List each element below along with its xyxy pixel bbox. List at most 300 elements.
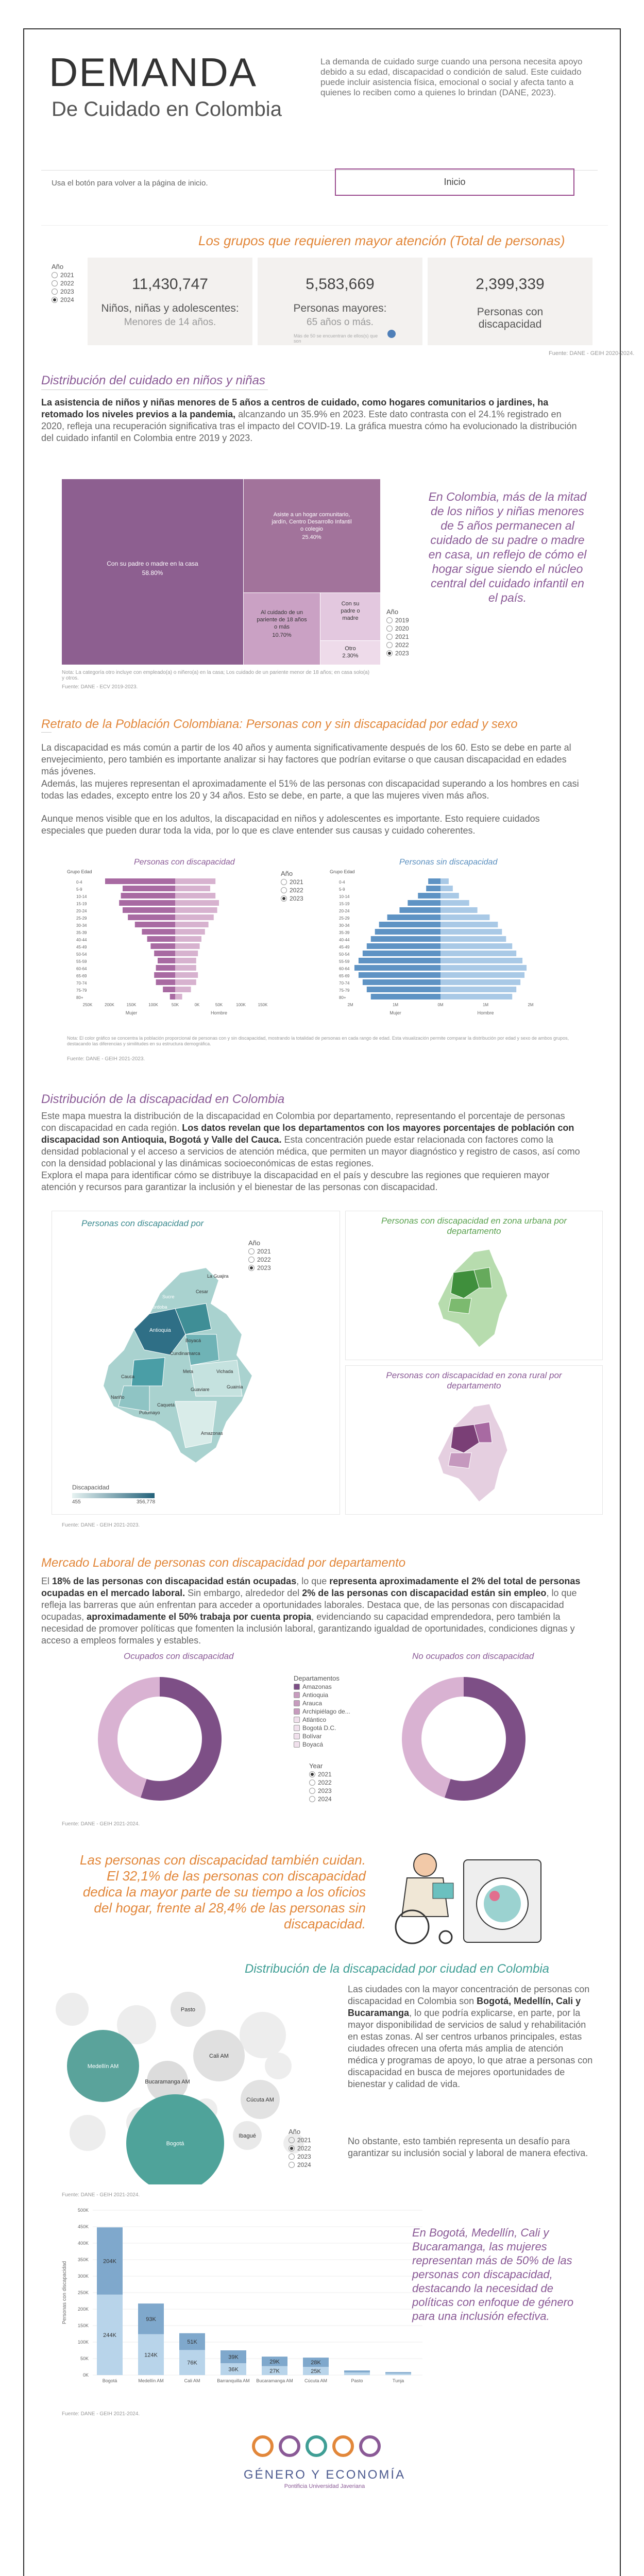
filter-label: Departamentos — [294, 1674, 340, 1682]
year-option-2021[interactable]: 2021 — [52, 272, 74, 279]
year-option[interactable]: 2023 — [289, 2153, 311, 2160]
source-note: Fuente: DANE - GEIH 2020-2024. — [549, 350, 635, 357]
pyramid-bar-mujer — [123, 907, 175, 913]
pyramid-bar-mujer — [426, 886, 440, 891]
dept-label: Antioquia — [149, 1328, 171, 1333]
pyramid-bar-hombre — [175, 893, 215, 899]
pyramid-bar-mujer — [359, 958, 440, 963]
pyramid-bar-hombre — [175, 958, 196, 963]
pyramid-bar-hombre — [440, 979, 520, 985]
pyramid-bar-mujer — [150, 943, 175, 949]
dept-filter — [294, 1674, 350, 1749]
year-label: Año — [248, 1239, 261, 1247]
x-tick: 1M — [482, 1003, 489, 1007]
city-bubble-label: Bucaramanga AM — [145, 2079, 190, 2085]
x-tick: 0K — [194, 1003, 200, 1007]
pyramid-bar-mujer — [158, 958, 175, 963]
x-tick: 200K — [105, 1003, 114, 1007]
x-tick: 100K — [236, 1003, 246, 1007]
groups-title: Los grupos que requieren mayor atención (Total de personas) — [198, 233, 565, 248]
intro-text: La demanda de cuidado surge cuando una persona necesita apoyo debido a su edad, discapacidad o condición de salud. Este cuidado puede incluir asistencia física, emocional o social y afecta tanto a quienes lo reciben como a quienes lo brindan (DANE, 2023). — [320, 57, 583, 97]
donut-slice — [402, 1677, 464, 1798]
year-option[interactable]: 2023 — [309, 1787, 332, 1794]
age-tick: 10-14 — [339, 894, 350, 899]
age-tick: 5-9 — [339, 887, 345, 892]
childcare-title: Distribución del cuidado en niños y niñas — [41, 374, 265, 387]
pyramid-bar-mujer — [367, 943, 440, 949]
pyramid-bar-hombre — [440, 886, 453, 891]
age-tick: 40-44 — [339, 938, 350, 942]
year-option[interactable]: 2021 — [248, 1248, 271, 1255]
groups-year-filter — [52, 263, 74, 304]
age-tick: 35-39 — [339, 930, 350, 935]
page-subtitle: De Cuidado en Colombia — [52, 98, 282, 121]
donut-employed — [88, 1667, 232, 1811]
pyramid-bar-mujer — [105, 878, 175, 884]
age-tick: 55-59 — [339, 959, 350, 964]
city-bubble — [56, 1993, 89, 2026]
y-tick: 400K — [77, 2241, 89, 2246]
legend-max: 356,778 — [137, 1499, 156, 1505]
pyramid-bar-hombre — [440, 878, 449, 884]
city-bubble-label: Cali AM — [209, 2053, 229, 2059]
pyramid-bar-hombre — [175, 987, 191, 992]
age-tick: 30-34 — [339, 923, 350, 928]
age-tick: 25-29 — [339, 916, 350, 921]
pyramid-bar-hombre — [175, 886, 210, 891]
pyramid-bar-hombre — [440, 994, 512, 999]
x-tick: 250K — [82, 1003, 93, 1007]
bar-label: 124K — [144, 2352, 158, 2359]
kpi-children — [88, 258, 252, 345]
pyramid-bar-hombre — [175, 943, 200, 949]
year-option[interactable]: 2022 — [281, 887, 303, 894]
pyramid-bar-mujer — [363, 951, 440, 956]
age-tick: 25-29 — [76, 916, 87, 921]
pyramid-bar-hombre — [175, 951, 198, 956]
treemap-label: Con su — [341, 601, 360, 607]
treemap-value: 10.70% — [272, 632, 292, 638]
city-bubble-label: Cúcuta AM — [246, 2097, 274, 2103]
pyramid-bar-hombre — [175, 972, 198, 978]
y-tick: 500K — [77, 2208, 89, 2213]
city-bubble-label: Bogotá — [166, 2141, 184, 2147]
kpi-label: Personas con discapacidad — [477, 306, 544, 330]
kpi-sub: 65 años o más. — [307, 317, 374, 328]
pyramid-note: Nota: El color gráfico se concentra la población proporcional de personas con y sin discapacidad, mostrando la totalidad de personas en cada rango de edad. Esta visualización permite comparar la distribución por edad y sexo de ambos grupos, destacando las diferencias y similitudes en su estructura demográfica. — [67, 1036, 569, 1046]
pyramid-title: Retrato de la Población Colombiana: Personas con y sin discapacidad por edad y sexo — [41, 717, 518, 731]
age-tick: 60-64 — [339, 967, 350, 971]
y-axis-label: Personas con discapacidad — [62, 2261, 67, 2325]
pyramid-bar-mujer — [135, 922, 175, 927]
pyramid-bar-hombre — [440, 943, 512, 949]
pyramid-bar-hombre — [440, 965, 527, 971]
pyramid-bar-hombre — [440, 936, 506, 942]
pyramid-bar-hombre — [175, 965, 196, 971]
age-tick: 80+ — [76, 995, 83, 1000]
pyramid-bar-mujer — [142, 929, 175, 935]
year-option[interactable]: 2021 — [309, 1771, 332, 1778]
city-text-2: No obstante, esto también representa un desafío para garantizar su inclusión social y laboral de manera efectiva. — [348, 2136, 588, 2158]
x-tick: Tunja — [392, 2378, 404, 2383]
pyramid-bar-hombre — [175, 907, 217, 913]
pyramid-bar-mujer — [156, 979, 175, 985]
bar-segment — [385, 2374, 411, 2375]
urban-map[interactable] — [422, 1247, 526, 1355]
bar-label: 51K — [187, 2339, 197, 2346]
pyramid-nodisability-chart — [330, 868, 551, 1028]
labor-quote: Las personas con discapacidad también cuidan. El 32,1% de las personas con discapacidad dedica la mayor parte de su tiempo a los oficios del hogar, frente al 28,4% de las personas sin discapacidad. — [79, 1852, 366, 1931]
dept-option[interactable]: Atlántico — [294, 1716, 350, 1723]
kpi-disability — [428, 258, 592, 345]
dept-label: Caquetá — [157, 1402, 175, 1408]
treemap-label: padre o — [341, 608, 360, 614]
pyramid-bar-hombre — [175, 979, 196, 985]
dept-label: Vichada — [216, 1369, 233, 1374]
pyramid-p1: La discapacidad es más común a partir de los 40 años y aumenta significativamente después de los 60. Esto se debe en parte al envejecimiento, pero también es importante analizar si hay factores que podrían evitarse o que causan discapacidad en edades más jóvenes. — [41, 742, 571, 776]
year-option[interactable]: 2022 — [309, 1779, 332, 1786]
age-tick: 50-54 — [76, 952, 87, 957]
sex-label-hombre: Hombre — [477, 1010, 494, 1015]
city-year-filter — [289, 2128, 311, 2170]
year-option[interactable]: 2024 — [289, 2161, 311, 2168]
age-tick: 15-19 — [339, 902, 350, 906]
y-tick: 50K — [80, 2356, 89, 2361]
bar-label: 36K — [228, 2366, 239, 2373]
right-pyramid-title: Personas sin discapacidad — [399, 858, 498, 867]
source-note: Fuente: DANE - GEIH 2021-2024. — [62, 2411, 140, 2417]
pyramid-bar-mujer — [128, 914, 175, 920]
age-tick: 0-4 — [76, 880, 82, 885]
pyramid-bar-hombre — [440, 914, 489, 920]
age-axis-label: Grupo Edad — [67, 869, 92, 874]
pyramid-bar-mujer — [119, 900, 175, 906]
childcare-year-filter — [386, 608, 409, 658]
caregiver-illustration — [376, 1839, 556, 1947]
age-tick: 75-79 — [76, 988, 87, 993]
map-title: Personas con discapacidad por — [81, 1218, 204, 1228]
bar-label: 25K — [311, 2368, 321, 2375]
age-tick: 30-34 — [76, 923, 87, 928]
x-tick: 50K — [215, 1003, 223, 1007]
year-option[interactable]: 2023 — [386, 650, 409, 657]
x-tick: 50K — [171, 1003, 179, 1007]
age-tick: 80+ — [339, 995, 346, 1000]
year-label: Año — [289, 2128, 301, 2136]
pyramid-bar-hombre — [175, 994, 182, 999]
age-tick: 45-49 — [339, 945, 350, 950]
donut-slice — [98, 1677, 160, 1798]
dept-label: La Guajira — [207, 1274, 229, 1279]
city-callout: En Bogotá, Medellín, Cali y Bucaramanga, las mujeres representan más de 50% de las personas con discapacidad, destacando la necesidad de políticas con enfoque de género para una inclusión efectiva. — [412, 2226, 574, 2323]
x-tick: 150K — [126, 1003, 137, 1007]
pyramid-bar-hombre — [440, 893, 459, 899]
age-tick: 60-64 — [76, 967, 87, 971]
year-option-2022[interactable]: 2022 — [52, 280, 74, 287]
age-tick: 40-44 — [76, 938, 87, 942]
year-option[interactable]: 2022 — [386, 641, 409, 649]
pyramid-bar-hombre — [440, 929, 502, 935]
kpi-sub: Menores de 14 años. — [124, 317, 216, 328]
treemap-label: madre — [342, 615, 359, 621]
x-tick: 150K — [258, 1003, 268, 1007]
age-tick: 70-74 — [76, 981, 87, 986]
pyramid-bar-mujer — [354, 965, 440, 971]
x-tick: Medellín AM — [138, 2378, 164, 2383]
y-tick: 100K — [77, 2340, 89, 2345]
kpi-value: 2,399,339 — [476, 276, 545, 293]
dept-label: Nariño — [111, 1395, 125, 1400]
geo-p1: Este mapa muestra la distribución de la discapacidad en Colombia por departamento, representando el porcentaje de personas con discapacidad en cada región. Los datos revelan que los departamentos con los mayores porcentajes de población con discapacidad son Antioquia, Bogotá y Valle del Cauca. Esta concentración puede estar relacionada con factores como la densidad poblacional y el acceso a servicios de atención médica, que permiten un mayor diagnóstico y registro de casos, así como con la densidad poblacional y las dinámicas socioeconómicas de estas regiones. — [41, 1111, 580, 1168]
bar-segment — [344, 2370, 370, 2372]
pyramid-bar-mujer — [154, 972, 175, 978]
year-label: Year — [309, 1762, 323, 1770]
age-tick: 15-19 — [76, 902, 87, 906]
age-tick: 0-4 — [339, 880, 345, 885]
y-tick: 0K — [82, 2372, 89, 2378]
age-tick: 75-79 — [339, 988, 350, 993]
city-bubble — [70, 2115, 106, 2151]
age-tick: 45-49 — [76, 945, 87, 950]
logo — [242, 2432, 407, 2468]
pyramid-bar-hombre — [440, 922, 498, 927]
dept-option[interactable]: Archipiélago de... — [294, 1708, 350, 1715]
pyramid-bar-hombre — [175, 936, 201, 942]
source-note: Fuente: DANE - GEIH 2021-2024. — [62, 2192, 140, 2198]
x-tick: Barranquilla AM — [217, 2378, 250, 2383]
dept-label: Guainía — [227, 1384, 243, 1389]
legend-title: Discapacidad — [72, 1484, 110, 1491]
dept-option[interactable]: Boyacá — [294, 1741, 350, 1748]
sex-label-hombre: Hombre — [210, 1010, 228, 1015]
year-option[interactable]: 2019 — [386, 617, 409, 624]
age-tick: 35-39 — [76, 930, 87, 935]
nav-hint: Usa el botón para volver a la página de inicio. — [52, 179, 208, 188]
source-note: Fuente: DANE - GEIH 2021-2023. — [67, 1056, 145, 1062]
pyramid-bar-hombre — [175, 922, 209, 927]
x-tick: Bogotá — [102, 2378, 117, 2383]
bar-label: 29K — [269, 2359, 280, 2365]
year-option[interactable]: 2021 — [289, 2137, 311, 2144]
logo-subtext: Pontificia Universidad Javeriana — [284, 2483, 365, 2489]
year-label: Año — [386, 608, 399, 616]
bar-label: 76K — [187, 2360, 197, 2366]
age-tick: 50-54 — [339, 952, 350, 957]
city-bubble-chart[interactable] — [52, 1978, 309, 2184]
age-tick: 5-9 — [76, 887, 82, 892]
legend-min: 455 — [72, 1499, 81, 1505]
treemap-label: jardín, Centro Desarrollo Infantil — [272, 519, 352, 525]
treemap-label: Con su padre o madre en la casa — [107, 560, 198, 567]
geo-title: Distribución de la discapacidad en Colombia — [41, 1092, 285, 1106]
bar-label: 27K — [269, 2368, 280, 2375]
treemap-value: 25.40% — [302, 534, 321, 540]
year-option[interactable]: 2024 — [309, 1795, 332, 1803]
year-option[interactable]: 2022 — [248, 1256, 271, 1263]
treemap-label: o más — [274, 624, 290, 630]
pyramid-bar-mujer — [418, 893, 440, 899]
treemap-value: 2.30% — [342, 653, 359, 659]
kpi-label: Personas mayores: — [293, 302, 387, 314]
pyramid-bar-mujer — [371, 936, 440, 942]
pyramid-bar-mujer — [163, 987, 175, 992]
treemap-label: pariente de 18 años — [257, 617, 307, 623]
dept-option[interactable]: Arauca — [294, 1700, 350, 1707]
city-text: Las ciudades con la mayor concentración de personas con discapacidad en Colombia son Bogotá, Medellín, Cali y Bucaramanga, lo que podría explicarse, en parte, por la mayor disponibilidad de servicios de salud y rehabilitación en estas zonas. Al ser centros urbanos principales, estas ciudades ofrecen una oferta más amplia de atención médica y programas de apoyo, lo que atrae a personas con discapacidad en busca de mejores oportunidades de bienestar y calidad de vida. — [348, 1984, 593, 2089]
dept-label: Sucre — [162, 1294, 175, 1299]
logo-text: GÉNERO Y ECONOMÍA — [243, 2468, 406, 2482]
city-bubble — [265, 2053, 292, 2079]
age-axis-label: Grupo Edad — [330, 869, 355, 874]
year-label: Año — [281, 870, 293, 877]
city-bubble — [240, 2012, 286, 2058]
kpi-label: Niños, niñas y adolescentes: — [101, 302, 239, 314]
x-tick: 0M — [437, 1003, 444, 1007]
treemap-label: Asiste a un hogar comunitario, — [273, 512, 350, 518]
source-note: Fuente: DANE - GEIH 2021-2024. — [62, 1821, 140, 1827]
donut-unemployed — [392, 1667, 536, 1811]
pyramid-bar-mujer — [170, 994, 175, 999]
bar-label: 39K — [228, 2354, 239, 2361]
pyramid-bar-hombre — [440, 907, 478, 913]
x-tick: 2M — [347, 1003, 353, 1007]
pyramid-bar-mujer — [147, 936, 175, 942]
legend-gradient — [72, 1493, 155, 1498]
dept-label: Boyacá — [185, 1338, 201, 1343]
dept-label: Putumayo — [139, 1410, 160, 1415]
pyramid-bar-mujer — [363, 979, 440, 985]
dept-option[interactable]: Bolívar — [294, 1733, 350, 1740]
year-option[interactable]: 2021 — [386, 633, 409, 640]
city-bubble-label: Ibagué — [239, 2133, 256, 2139]
dept-label: Cesar — [196, 1289, 209, 1294]
year-option[interactable]: 2021 — [281, 878, 303, 886]
x-tick: Pasto — [351, 2378, 363, 2383]
pyramid-bar-hombre — [440, 972, 524, 978]
pyramid-bar-hombre — [175, 914, 214, 920]
bar-label: 244K — [103, 2332, 116, 2338]
year-option[interactable]: 2020 — [386, 625, 409, 632]
x-tick: Cali AM — [184, 2378, 200, 2383]
page-title: DEMANDA — [49, 49, 258, 95]
source-note: Fuente: DANE - ECV 2019-2023. — [62, 684, 138, 690]
year-option-2023[interactable]: 2023 — [52, 288, 74, 295]
age-tick: 65-69 — [339, 974, 350, 978]
age-tick: 55-59 — [76, 959, 87, 964]
info-icon[interactable] — [387, 330, 396, 338]
age-tick: 20-24 — [339, 909, 350, 913]
dept-option[interactable]: Antioquia — [294, 1691, 350, 1699]
pyramid-p3: Aunque menos visible que en los adultos, la discapacidad en niños y adolescentes es importante. Esto requiere cuidados especiales que pueden durar toda la vida, por lo que es clave entender sus causas y cuidado coherentes. — [41, 814, 540, 836]
year-option[interactable]: 2023 — [281, 895, 303, 902]
y-tick: 450K — [77, 2224, 89, 2229]
bar-segment — [385, 2372, 411, 2374]
sex-label-mujer: Mujer — [125, 1010, 138, 1015]
pyramid-bar-mujer — [375, 929, 440, 935]
pyramid-bar-mujer — [123, 886, 175, 891]
home-button[interactable]: Inicio — [335, 168, 574, 196]
dept-label: Cundinamarca — [170, 1351, 200, 1356]
pyramid-bar-mujer — [154, 951, 175, 956]
labor-year-filter — [309, 1762, 332, 1804]
y-tick: 250K — [77, 2290, 89, 2295]
pyramid-bar-hombre — [175, 900, 219, 906]
dept-label: Meta — [183, 1369, 194, 1374]
treemap-label: Otro — [345, 646, 356, 652]
pyramid-bar-mujer — [387, 914, 440, 920]
city-bar-chart — [57, 2200, 448, 2396]
bar-segment — [344, 2372, 370, 2375]
age-tick: 70-74 — [339, 981, 350, 986]
year-option[interactable]: 2023 — [248, 1264, 271, 1272]
kpi-value: 5,583,669 — [306, 276, 375, 293]
pyramid-bar-mujer — [359, 972, 440, 978]
pyramid-bar-mujer — [367, 987, 440, 992]
year-option[interactable]: 2022 — [289, 2145, 311, 2152]
pyramid-bar-hombre — [440, 958, 522, 963]
pyramid-bar-hombre — [440, 987, 516, 992]
pyramid-disability-chart — [67, 868, 283, 1028]
source-note: Nota: La categoría otro incluye con empleado(a) o niñero(a) en la casa; Los cuidado de un pariente menor de 18 años; en casa solo(a) y otros. — [62, 670, 370, 681]
geo-p2: Explora el mapa para identificar cómo se distribuye la discapacidad en el país y descubre las regiones que requieren mayor atención y recursos para garantizar la inclusión y el bienestar de las personas con discapacidad. — [41, 1170, 550, 1192]
dept-option[interactable]: Amazonas — [294, 1683, 350, 1690]
kpi-note: Más de 50 se encuentran de ellos(s) que son — [294, 333, 378, 344]
year-option-2024[interactable]: 2024 — [52, 296, 74, 303]
y-tick: 150K — [77, 2323, 89, 2328]
treemap-value: 58.80% — [142, 569, 163, 577]
pyramid-year-filter — [281, 870, 303, 903]
labor-text: El 18% de las personas con discapacidad están ocupadas, lo que representa aproximadamente el 2% del total de personas ocupadas en el mercado laboral. Sin embargo, alrededor del 2% de las personas con discapacidad están sin empleo, lo que refleja las barreras que aún enfrentan para acceder a oportunidades laborales. Destaca que, de las personas con discapacidad ocupadas, aproximadamente el 50% trabaja por cuenta propia, evidenciando su capacidad emprendedora, pero también la necesidad de promover políticas que fomenten la inclusión laboral, garantizando igualdad de oportunidades, condiciones dignas y acceso a empleos formales y estables. — [41, 1576, 581, 1646]
bar-label: 28K — [311, 2360, 321, 2366]
dept-label: Amazonas — [201, 1431, 223, 1436]
treemap-label: Al cuidado de un — [261, 609, 303, 616]
age-tick: 65-69 — [76, 974, 87, 978]
x-tick: 100K — [148, 1003, 158, 1007]
rural-map-title: Personas con discapacidad en zona rural por departamento — [386, 1370, 562, 1391]
pyramid-bar-hombre — [175, 929, 205, 935]
pyramid-bar-mujer — [428, 878, 440, 884]
pyramid-bar-mujer — [399, 907, 440, 913]
pyramid-bar-hombre — [440, 900, 469, 906]
pyramid-bar-hombre — [440, 951, 516, 956]
year-label: Año — [52, 263, 64, 270]
kpi-elderly — [258, 258, 422, 345]
rural-map[interactable] — [422, 1401, 526, 1510]
labor-title: Mercado Laboral de personas con discapacidad por departamento — [41, 1556, 406, 1570]
y-tick: 200K — [77, 2307, 89, 2312]
donut-left-title: Ocupados con discapacidad — [124, 1651, 234, 1661]
pyramid-bar-mujer — [156, 965, 175, 971]
pyramid-bar-mujer — [371, 994, 440, 999]
dept-label: Córdoba — [149, 1304, 167, 1310]
childcare-treemap — [62, 479, 381, 665]
x-tick: Bucaramanga AM — [256, 2378, 293, 2383]
pyramid-bar-mujer — [408, 900, 440, 906]
colombia-map[interactable] — [72, 1257, 289, 1473]
urban-map-title: Personas con discapacidad en zona urbana por departamento — [381, 1216, 567, 1236]
x-tick: Cúcuta AM — [304, 2378, 328, 2383]
dept-label: Guaviare — [191, 1387, 210, 1392]
donut-right-title: No ocupados con discapacidad — [412, 1651, 534, 1661]
pyramid-bar-mujer — [379, 922, 440, 927]
y-tick: 350K — [77, 2257, 89, 2262]
childcare-text: La asistencia de niños y niñas menores de 5 años a centros de cuidado, como hogares comunitarios o jardines, ha retomado los niveles previos a la pandemia, alcanzando un 35.9% en 2023. Este dato contrasta con el 24.1% registrado en 2020, refleja una recuperación significativa tras el impacto del COVID-19. La gráfica muestra cómo ha evolucionado la distribución del cuidado infantil en Colombia entre 2019 y 2023. — [41, 397, 577, 443]
city-bubble-label: Pasto — [180, 2007, 196, 2013]
dept-option[interactable]: Bogotá D.C. — [294, 1724, 350, 1732]
y-tick: 300K — [77, 2274, 89, 2279]
sex-label-mujer: Mujer — [389, 1010, 401, 1015]
pyramid-p2: Además, las mujeres representan el aproximadamente el 51% de las personas con discapacidad superando a los hombres en casi todas las edades, excepto entre los 20 y 34 años. Esto se debe, en parte, a que las mujeres viven más años. — [41, 778, 579, 801]
